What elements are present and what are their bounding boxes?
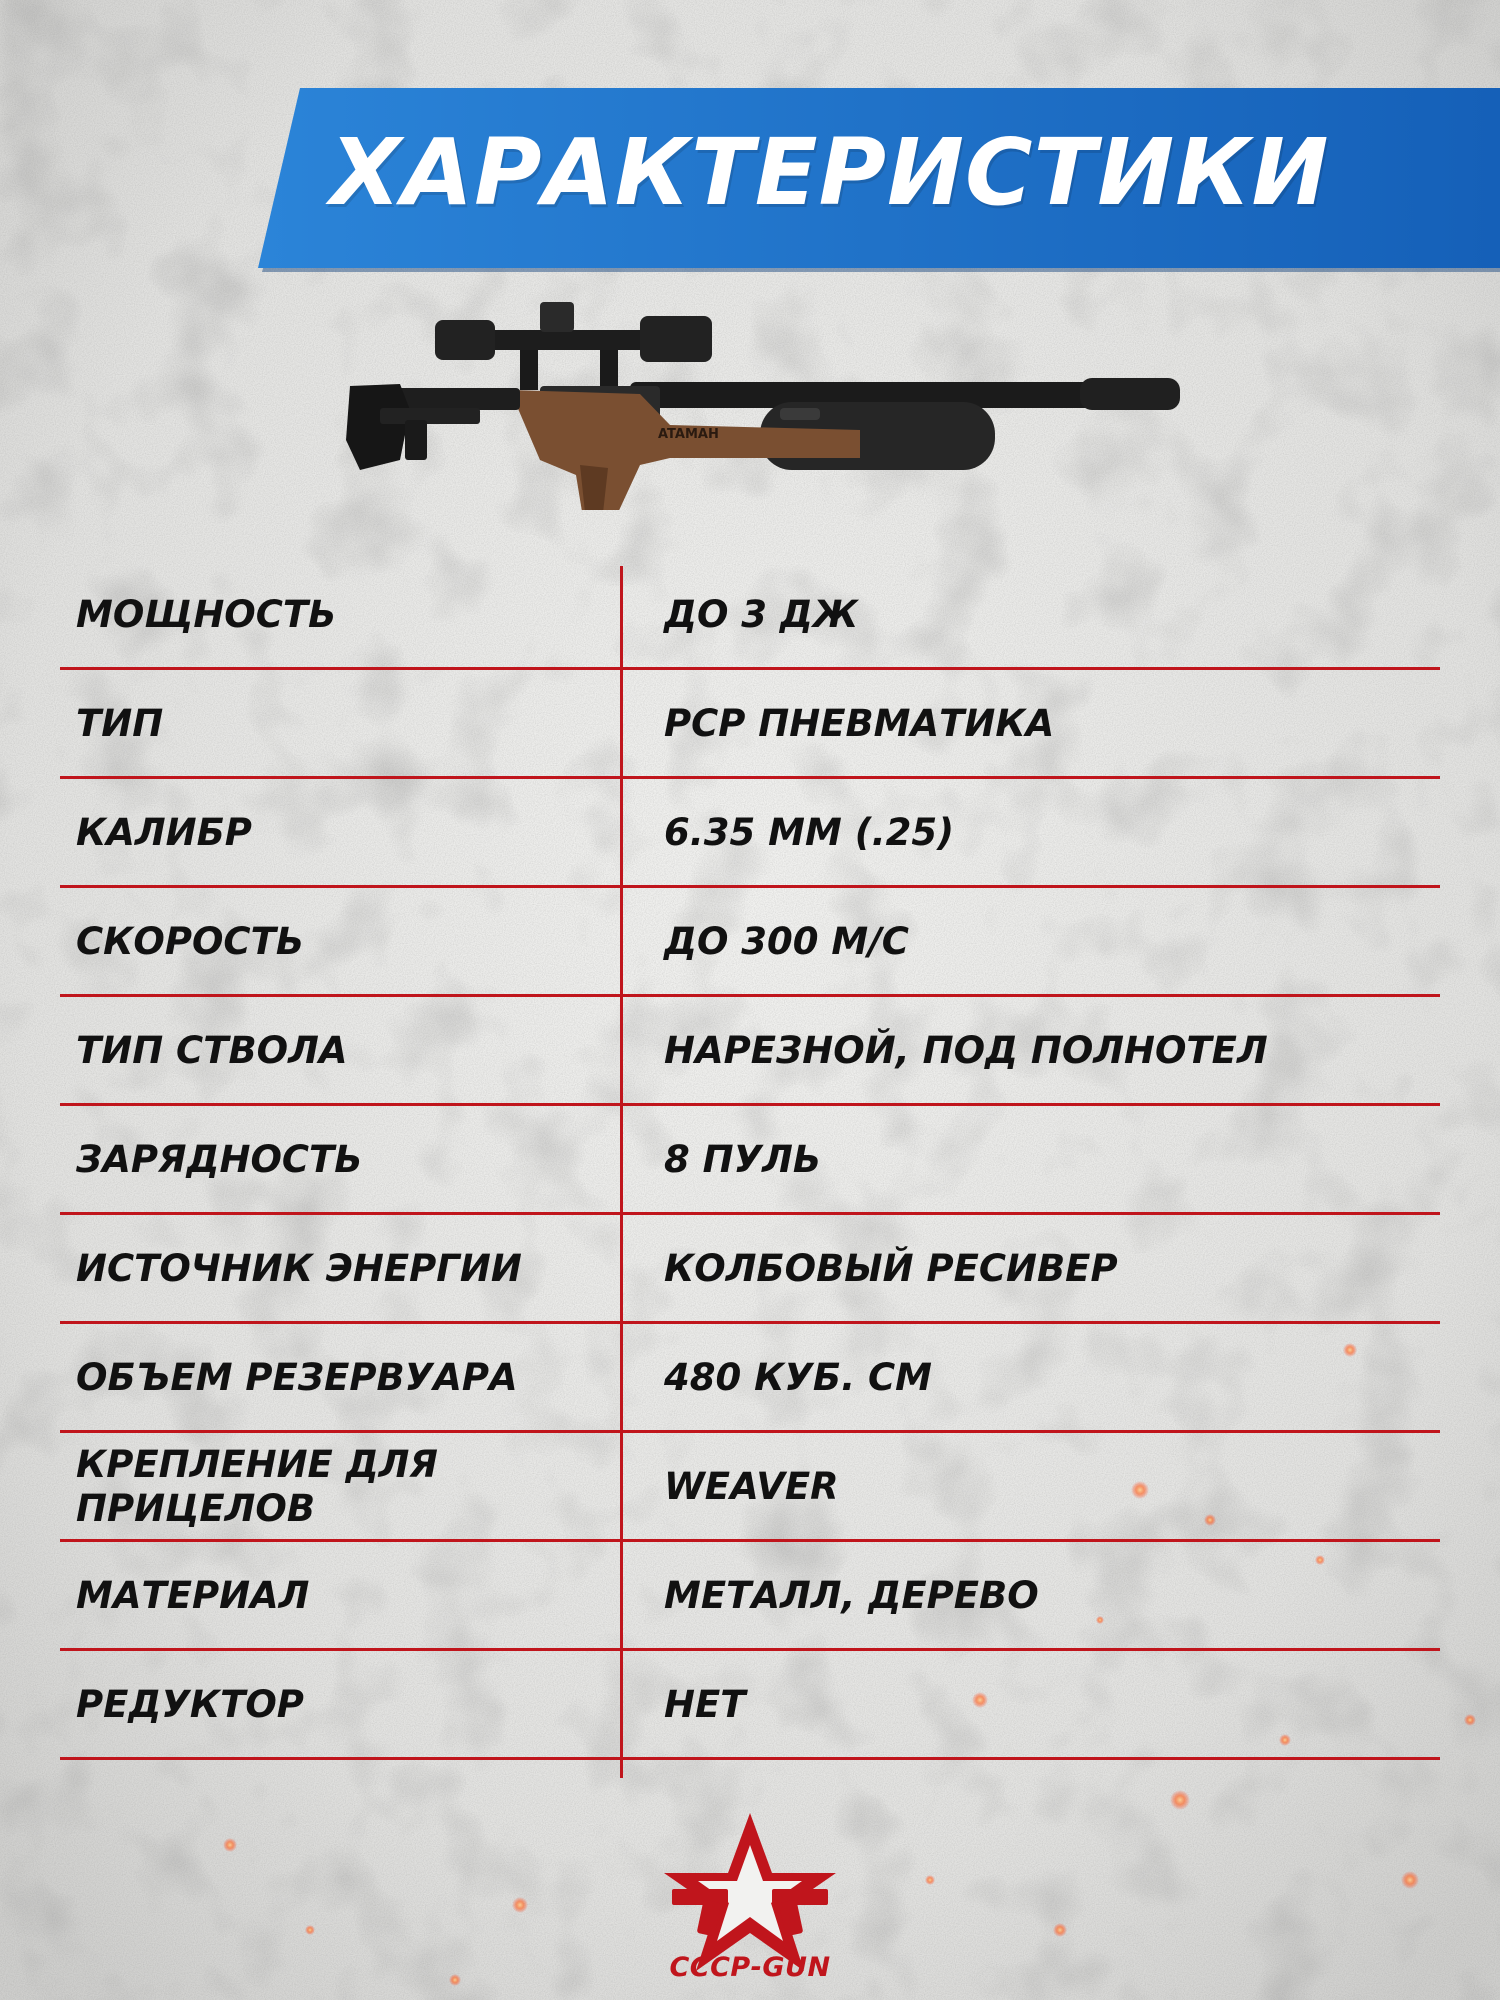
spec-value: КОЛБОВЫЙ РЕСИВЕР <box>664 1247 1118 1290</box>
spec-label: РЕДУКТОР <box>76 1683 304 1726</box>
spec-label: ИСТОЧНИК ЭНЕРГИИ <box>76 1247 522 1290</box>
spec-row <box>60 1216 1440 1324</box>
spec-value: 480 КУБ. СМ <box>664 1356 932 1399</box>
scope-icon <box>435 302 712 390</box>
spec-label: ОБЪЕМ РЕЗЕРВУАРА <box>76 1356 518 1399</box>
spec-label: КРЕПЛЕНИЕ ДЛЯ ПРИЦЕЛОВ <box>76 1443 438 1530</box>
row-divider <box>60 776 1440 779</box>
spec-label: КАЛИБР <box>76 811 252 854</box>
row-divider <box>60 1648 1440 1651</box>
spec-row <box>60 671 1440 779</box>
spec-row <box>60 1107 1440 1215</box>
spec-value: НАРЕЗНОЙ, ПОД ПОЛНОТЕЛ <box>664 1029 1268 1072</box>
spec-label: ЗАРЯДНОСТЬ <box>76 1138 363 1181</box>
spec-value: НЕТ <box>664 1683 746 1726</box>
spec-label: СКОРОСТЬ <box>76 920 305 963</box>
spec-value: ДО 300 М/С <box>664 920 909 963</box>
spec-label: ТИП СТВОЛА <box>76 1029 348 1072</box>
row-divider <box>60 1321 1440 1324</box>
spec-label: ТИП <box>76 702 164 745</box>
spec-row <box>60 562 1440 670</box>
spec-value: МЕТАЛЛ, ДЕРЕВО <box>664 1574 1039 1617</box>
spec-row <box>60 780 1440 888</box>
spec-row <box>60 1652 1440 1760</box>
row-divider <box>60 1430 1440 1433</box>
spec-row <box>60 1543 1440 1651</box>
spec-row <box>60 1434 1440 1542</box>
row-divider <box>60 1212 1440 1215</box>
spec-value: ДО 3 ДЖ <box>664 593 859 636</box>
spec-value: PCP ПНЕВМАТИКА <box>664 702 1055 745</box>
spec-label: МАТЕРИАЛ <box>76 1574 310 1617</box>
spec-row <box>60 1325 1440 1433</box>
row-divider <box>60 1539 1440 1542</box>
spec-value: 8 ПУЛЬ <box>664 1138 822 1181</box>
row-divider <box>60 994 1440 997</box>
spec-row <box>60 889 1440 997</box>
air-rifle-image <box>340 290 1190 510</box>
spec-value: 6.35 ММ (.25) <box>664 811 955 854</box>
row-divider <box>60 885 1440 888</box>
brand-name: СССР-GUN <box>669 1952 831 1983</box>
stock-mark: ATAMAH <box>658 427 719 442</box>
row-divider <box>60 1757 1440 1760</box>
spec-value: WEAVER <box>664 1465 839 1508</box>
page-title: ХАРАКТЕРИСТИКИ <box>330 119 1330 226</box>
row-divider <box>60 1103 1440 1106</box>
spec-row <box>60 998 1440 1106</box>
spec-label: МОЩНОСТЬ <box>76 593 337 636</box>
row-divider <box>60 667 1440 670</box>
